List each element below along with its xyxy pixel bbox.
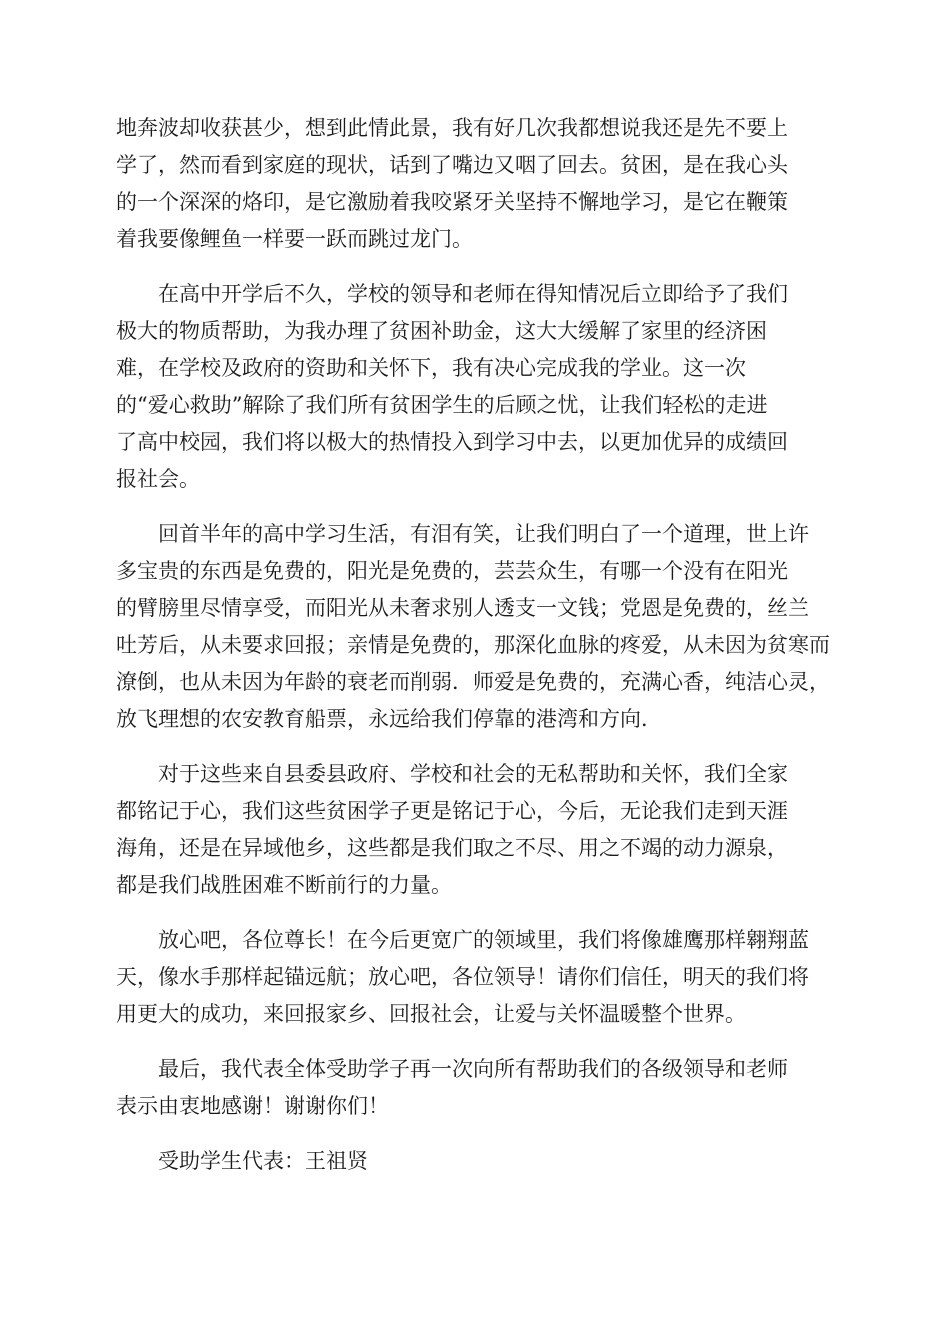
paragraph-line: 的一个深深的烙印，是它激励着我咬紧牙关坚持不懈地学习，是它在鞭策	[116, 190, 788, 214]
paragraph-line: 多宝贵的东西是免费的，阳光是免费的，芸芸众生，有哪一个没有在阳光	[116, 559, 788, 583]
paragraph-line: 难，在学校及政府的资助和关怀下，我有决心完成我的学业。这一次	[116, 356, 746, 380]
paragraph-2	[116, 276, 834, 498]
document-body	[116, 110, 834, 1180]
paragraph-line: 了高中校园，我们将以极大的热情投入到学习中去，以更加优异的成绩回	[116, 430, 788, 454]
paragraph-line: 极大的物质帮助，为我办理了贫困补助金，这大大缓解了家里的经济困	[116, 319, 767, 343]
paragraph-4	[116, 756, 834, 904]
paragraph-line: 最后，我代表全体受助学子再一次向所有帮助我们的各级领导和老师	[158, 1057, 788, 1081]
paragraph-line: 潦倒，也从未因为年龄的衰老而削弱．师爱是免费的，充满心香，纯洁心灵，	[116, 670, 830, 694]
signature-line: 受助学生代表：王祖贤	[158, 1149, 368, 1173]
paragraph-line: 放飞理想的农安教育船票，永远给我们停靠的港湾和方向．	[116, 707, 662, 731]
paragraph-line: 报社会。	[116, 467, 200, 491]
paragraph-line: 放心吧，各位尊长！在今后更宽广的领域里，我们将像雄鹰那样翱翔蓝	[158, 928, 809, 952]
paragraph-line: 的“爱心救助”解除了我们所有贫困学生的后顾之忧，让我们轻松的走进	[116, 393, 768, 417]
paragraph-line: 学了，然而看到家庭的现状，话到了嘴边又咽了回去。贫困，是在我心头	[116, 153, 788, 177]
paragraph-1	[116, 110, 834, 258]
paragraph-line: 在高中开学后不久，学校的领导和老师在得知情况后立即给予了我们	[158, 282, 788, 306]
paragraph-line: 都是我们战胜困难不断前行的力量。	[116, 873, 452, 897]
paragraph-line: 对于这些来自县委县政府、学校和社会的无私帮助和关怀，我们全家	[158, 762, 788, 786]
paragraph-line: 着我要像鲤鱼一样要一跃而跳过龙门。	[116, 227, 473, 251]
paragraph-line: 地奔波却收获甚少，想到此情此景，我有好几次我都想说我还是先不要上	[116, 116, 788, 140]
paragraph-line: 回首半年的高中学习生活，有泪有笑，让我们明白了一个道理，世上许	[158, 522, 809, 546]
paragraph-line: 天，像水手那样起锚远航；放心吧，各位领导！请你们信任，明天的我们将	[116, 965, 809, 989]
paragraph-line: 的臂膀里尽情享受，而阳光从未奢求别人透支一文钱；党恩是免费的，丝兰	[116, 596, 809, 620]
paragraph-line: 海角，还是在异域他乡，这些都是我们取之不尽、用之不竭的动力源泉，	[116, 836, 788, 860]
paragraph-line: 都铭记于心，我们这些贫困学子更是铭记于心，今后，无论我们走到天涯	[116, 799, 788, 823]
paragraph-6	[116, 1051, 834, 1125]
paragraph-line: 表示由衷地感谢！谢谢你们！	[116, 1094, 389, 1118]
paragraph-line: 吐芳后，从未要求回报；亲情是免费的，那深化血脉的疼爱，从未因为贫寒而	[116, 633, 830, 657]
paragraph-3	[116, 516, 834, 738]
paragraph-5	[116, 922, 834, 1033]
paragraph-line: 用更大的成功，来回报家乡、回报社会，让爱与关怀温暖整个世界。	[116, 1002, 746, 1026]
